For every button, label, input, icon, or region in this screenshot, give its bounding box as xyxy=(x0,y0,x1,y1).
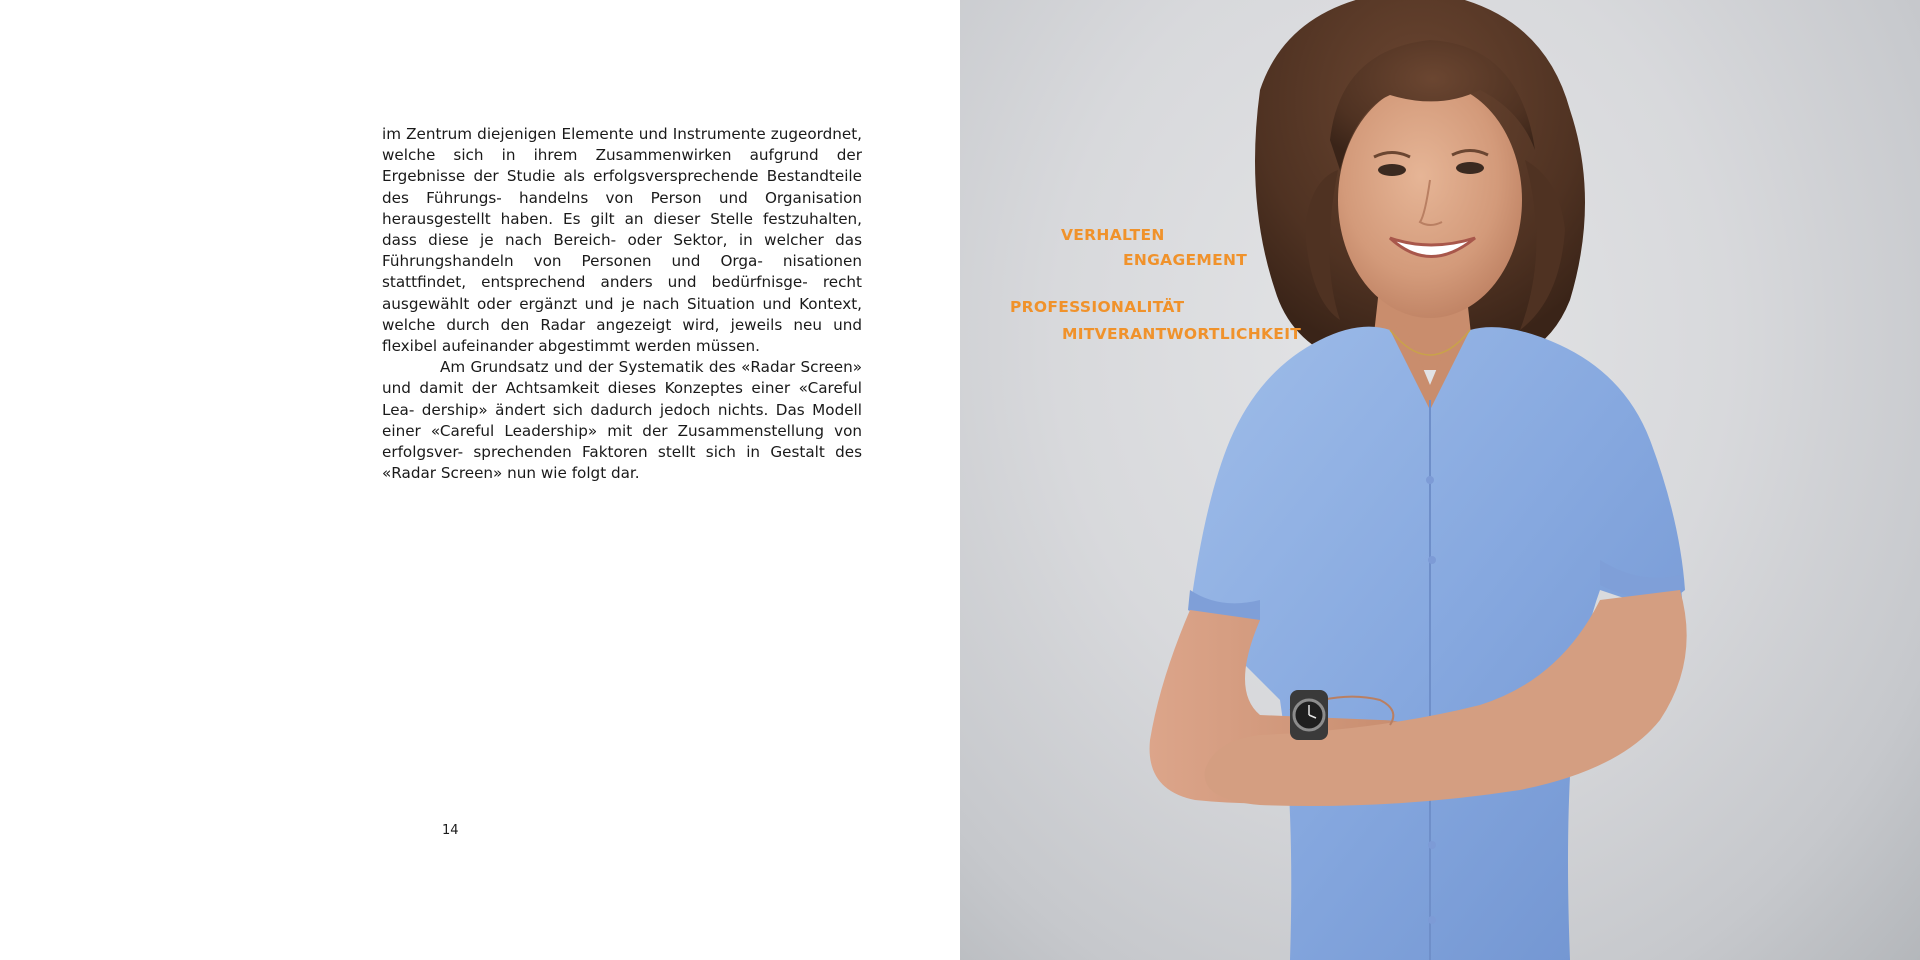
text-line: nisationen stattfindet, entsprechend anders und bedürfnisge- xyxy=(382,252,862,292)
text-line: nun wie folgt dar. xyxy=(507,464,640,483)
text-line: gilt an dieser Stelle festzuhalten, dass diese je nach Bereich- oder xyxy=(382,209,863,250)
paragraph-1 xyxy=(382,124,862,357)
text-line: und damit der Achtsamkeit dieses Konzeptes einer «Careful Lea- xyxy=(382,379,862,419)
text-line: Sektor, in welcher das Führungshandeln von Personen und Orga- xyxy=(382,231,862,271)
text-line: «Careful Leadership» mit der Zusammenstellung von erfolgsver- xyxy=(382,421,862,462)
keyword-verhalten: VERHALTEN xyxy=(1061,226,1165,244)
portrait-photo xyxy=(960,0,1920,960)
text-line: der Studie als erfolgsversprechende Bestandteile des Führungs- xyxy=(382,167,862,207)
keyword-mitverantwortlichkeit: MITVERANTWORTLICHKEIT xyxy=(1062,325,1302,343)
text-line: Am Grundsatz und der Systematik des «Radar Screen» xyxy=(440,358,862,377)
keyword-engagement: ENGAGEMENT xyxy=(1123,251,1248,269)
text-line: welche sich in ihrem Zusammenwirken aufgrund der Ergebnisse xyxy=(382,146,862,186)
text-line: recht ausgewählt oder ergänzt und je nach Situation und Kontext, xyxy=(382,273,863,313)
text-line: dership» ändert sich dadurch jedoch nichts. Das Modell einer xyxy=(382,400,862,440)
paragraph-2 xyxy=(382,357,862,484)
text-line: sprechenden Faktoren stellt sich in Gestalt des «Radar Screen» xyxy=(382,443,862,483)
text-line: handelns von Person und Organisation herausgestellt haben. Es xyxy=(382,188,863,228)
face xyxy=(1338,82,1522,318)
page-number: 14 xyxy=(442,823,459,838)
right-page xyxy=(960,0,1920,960)
body-text xyxy=(382,124,862,484)
text-line: aufeinander abgestimmt werden müssen. xyxy=(441,337,760,356)
text-line: welche durch den Radar angezeigt wird, jeweils neu und flexibel xyxy=(382,315,862,356)
text-line: im Zentrum diejenigen Elemente und Instrumente zugeordnet, xyxy=(382,125,862,143)
keyword-professionalitaet: PROFESSIONALITÄT xyxy=(1010,298,1185,316)
